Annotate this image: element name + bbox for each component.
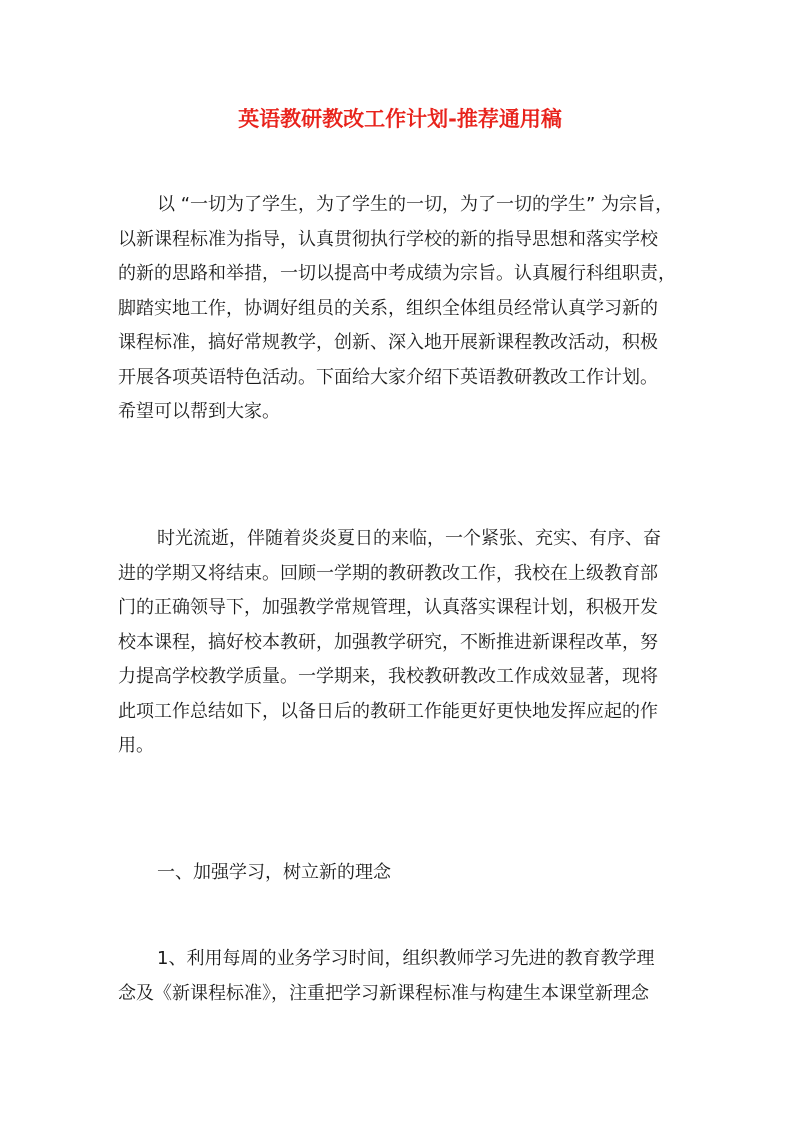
text-line: 此项工作总结如下，以备日后的教研工作能更好更快地发挥应起的作 xyxy=(118,700,658,722)
paragraph-intro xyxy=(118,188,688,430)
text-line: 门的正确领导下，加强教学常规管理，认真落实课程计划，积极开发 xyxy=(118,597,658,618)
text-line: 以 “一切为了学生，为了学生的一切，为了一切的学生” 为宗旨， xyxy=(157,194,674,215)
text-line: 力提高学校教学质量。一学期来，我校教研教改工作成效显著，现将 xyxy=(118,666,658,687)
document-title: 英语教研教改工作计划-推荐通用稿 xyxy=(238,107,562,131)
text-line: 校本课程，搞好校本教研，加强教学研究，不断推进新课程改革，努 xyxy=(118,631,658,653)
text-line: 进的学期又将结束。回顾一学期的教研教改工作，我校在上级教育部 xyxy=(118,562,658,584)
text-line: 用。 xyxy=(118,735,154,756)
paragraph-summary xyxy=(118,522,688,764)
text-line: 希望可以帮到大家。 xyxy=(118,401,280,422)
text-line: 念及《新课程标准》，注重把学习新课程标准与构建生本课堂新理念 xyxy=(118,982,649,1004)
text-line: 课程标准，搞好常规教学，创新、深入地开展新课程教改活动，积极 xyxy=(118,332,658,353)
text-line: 以新课程标准为指导，认真贯彻执行学校的新的指导思想和落实学校 xyxy=(118,228,658,250)
text-line: 一、加强学习，树立新的理念 xyxy=(157,862,391,883)
text-line: 1、利用每周的业务学习时间，组织教师学习先进的教育教学理 xyxy=(157,948,655,969)
section-heading xyxy=(118,856,688,891)
text-line: 时光流逝，伴随着炎炎夏日的来临，一个紧张、充实、有序、奋 xyxy=(157,528,661,549)
text-line: 开展各项英语特色活动。下面给大家介绍下英语教研教改工作计划。 xyxy=(118,366,658,388)
text-line: 脚踏实地工作，协调好组员的关系，组织全体组员经常认真学习新的 xyxy=(118,297,658,319)
paragraph-item-1 xyxy=(118,942,688,1011)
text-line: 的新的思路和举措，一切以提高中考成绩为宗旨。认真履行科组职责， xyxy=(118,263,676,284)
